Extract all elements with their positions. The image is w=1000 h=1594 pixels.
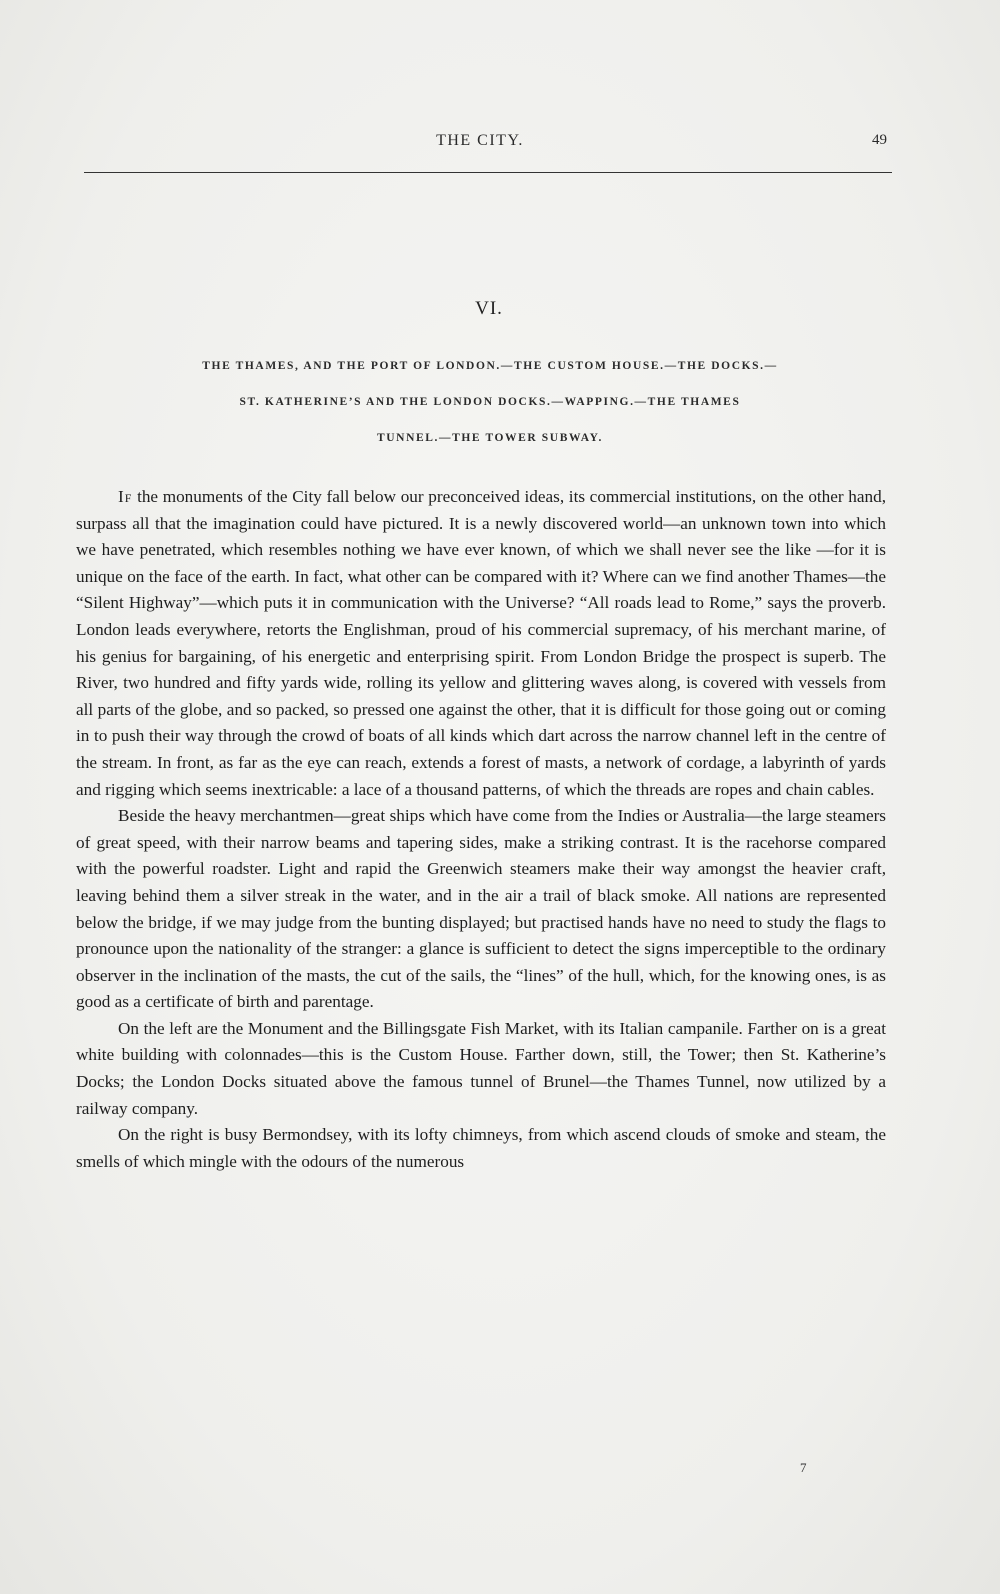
- page-number: 49: [872, 132, 887, 148]
- running-title: THE CITY.: [436, 132, 524, 149]
- signature-mark: 7: [800, 1460, 807, 1475]
- chapter-subtitle-line-1: THE THAMES, AND THE PORT OF LONDON.—THE CUSTOM HOUSE.—THE DOCKS.—: [202, 360, 778, 372]
- body-text: [76, 484, 886, 1175]
- running-head: [0, 132, 1000, 158]
- paragraph-2: Beside the heavy merchantmen—great ships which have come from the Indies or Australia—the large steamers of great speed, with their narrow beams and tapering sides, make a striking contrast. It is the racehorse compared with the powerful roadster. Light and rapid the Greenwich steamers make their way amongst the heavier craft, leaving behind them a silver streak in the water, and in the air a trail of black smoke. All nations are represented below the bridge, if we may judge from the bunting displayed; but practised hands have no need to study the flags to pronounce upon the nationality of the stranger: a glance is sufficient to detect the signs imperceptible to the ordinary observer in the inclination of the masts, the cut of the sails, the “lines” of the hull, which, for the knowing ones, is as good as a certificate of birth and parentage.: [76, 806, 886, 1012]
- chapter-subtitle-line-3: TUNNEL.—THE TOWER SUBWAY.: [377, 432, 603, 444]
- opening-word: If: [118, 487, 133, 506]
- chapter-subtitle-line-2: ST. KATHERINE’S AND THE LONDON DOCKS.—WAPPING.—THE THAMES: [239, 396, 741, 408]
- header-rule: [84, 172, 892, 173]
- paragraph-4: On the right is busy Bermondsey, with its lofty chimneys, from which ascend clouds of smoke and steam, the smells of which mingle with the odours of the numerous: [76, 1125, 886, 1171]
- paragraph-1: [76, 484, 886, 803]
- paragraph-1-text: the monuments of the City fall below our preconceived ideas, its commercial institutions, on the other hand, surpass all that the imagination could have pictured. It is a newly discovered world—an unknown town into which we have penetrated, which resembles nothing we have ever known, of which we shall never see the like —for it is unique on the face of the earth. In fact, what other can be compared with it? Where can we find another Thames—the “Silent Highway”—which puts it in communication with the Universe? “All roads lead to Rome,” says the proverb. London leads everywhere, retorts the Englishman, proud of his commercial supremacy, of his merchant marine, of his genius for bargaining, of his energetic and enterprising spirit. From London Bridge the prospect is superb. The River, two hundred and fifty yards wide, rolling its yellow and glittering waves along, is covered with vessels from all parts of the globe, and so packed, so pressed one against the other, that it is difficult for those going out or coming in to push their way through the crowd of boats of all kinds which dart across the narrow channel left in the centre of the stream. In front, as far as the eye can reach, extends a forest of masts, a network of cordage, a labyrinth of yards and rigging which seems inextricable: a lace of a thousand patterns, of which the threads are ropes and chain cables.: [76, 487, 886, 799]
- paragraph-3: On the left are the Monument and the Billingsgate Fish Market, with its Italian campanile. Farther on is a great white building with colonnades—this is the Custom House. Farther down, still, the Tower; then St. Katherine’s Docks; the London Docks situated above the famous tunnel of Brunel—the Thames Tunnel, now utilized by a railway company.: [76, 1018, 886, 1118]
- chapter-number: VI.: [475, 298, 503, 319]
